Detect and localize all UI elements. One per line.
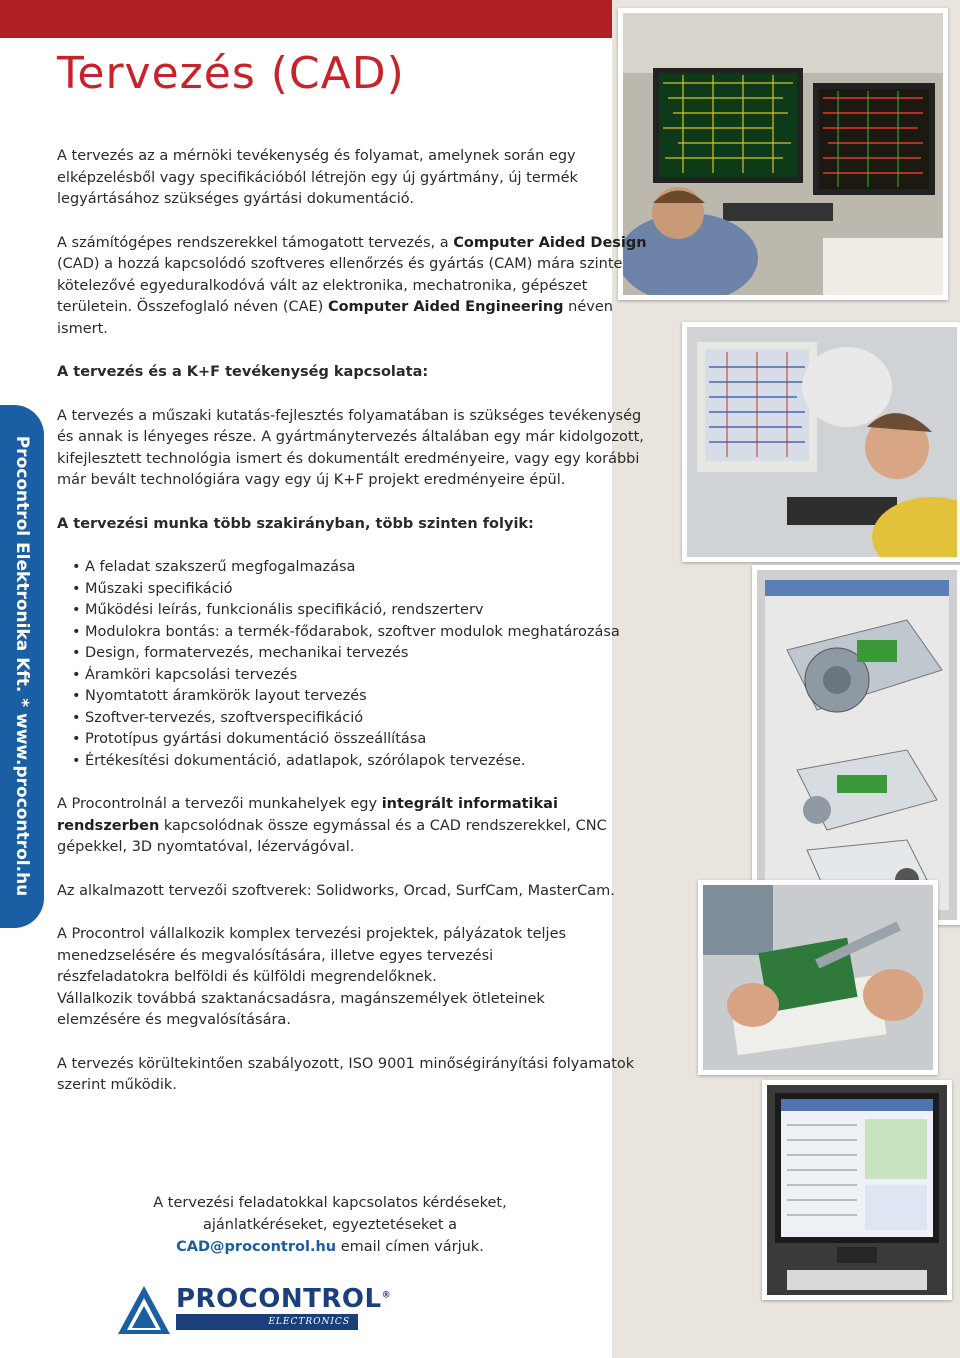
triangle-logo-icon <box>116 1284 172 1336</box>
photo-pcb-workstation <box>618 8 948 300</box>
software-paragraph: Az alkalmazott tervezői szoftverek: Solidworks, Orcad, SurfCam, MasterCam. <box>57 882 615 899</box>
kf-paragraph: A tervezés a műszaki kutatás-fejlesztés folyamatában is szükséges tevékenység és annak is lényeges része. A gyártmánytervezés általában egy már kidolgozott, kifejlesztett technológia ismert és dokumentált eredményeire, vagy egy korábbi már bevált technológiára vagy egy új K+F projekt eredményeire épül. <box>57 407 644 488</box>
side-company-text: Procontrol Elektronika Kft. * www.procontrol.hu <box>12 435 32 897</box>
list-item: • Értékesítési dokumentáció, adatlapok, szórólapok tervezése. <box>72 751 647 773</box>
logo-name-text: PROCONTROL <box>176 1284 382 1314</box>
projects-paragraph <box>57 924 577 1032</box>
intro-paragraph: A tervezés az a mérnöki tevékenység és folyamat, amelynek során egy elképzelésből vagy specifikációból létrejön egy új gyártmány, új termék legyártásához szükséges gyártási dokumentáció. <box>57 148 578 207</box>
heading-kf: A tervezés és a K+F tevékenység kapcsolata: <box>57 364 429 380</box>
list-item: • Modulokra bontás: a termék-fődarabok, szoftver modulok meghatározása <box>72 622 647 644</box>
cad-paragraph <box>57 233 647 341</box>
list-item: • Működési leírás, funkcionális specifikáció, rendszerterv <box>72 600 647 622</box>
page-title: Tervezés (CAD) <box>57 48 405 99</box>
list-item: • Design, formatervezés, mechanikai tervezés <box>72 643 647 665</box>
photo-column <box>612 0 960 1358</box>
contact-line-1: A tervezési feladatokkal kapcsolatos kérdéseket, <box>153 1195 507 1211</box>
list-item: • A feladat szakszerű megfogalmazása <box>72 557 647 579</box>
contact-block <box>110 1192 550 1258</box>
top-red-bar <box>0 0 612 38</box>
cad-text-3: néven ismert. <box>57 299 613 337</box>
projects-text-2: Vállalkozik továbbá szaktanácsadásra, magánszemélyek ötleteinek elemzésére és megvalósítására. <box>57 990 545 1028</box>
registered-mark: ® <box>381 1290 392 1301</box>
logo-subtitle: ELECTRONICS <box>176 1314 358 1330</box>
main-content <box>57 146 647 1119</box>
contact-line-2: ajánlatkéréseket, egyeztetéseket a <box>202 1217 458 1233</box>
photo-engineer-monitor <box>682 322 960 562</box>
photo-3d-cad-model <box>752 565 960 925</box>
integrated-text-1: A Procontrolnál a tervezői munkahelyek egy <box>57 796 382 812</box>
contact-line-3 <box>110 1236 550 1258</box>
photo-pcb-measurement <box>698 880 938 1075</box>
design-task-list <box>57 557 647 772</box>
cad-text-1: A számítógépes rendszerekkel támogatott tervezés, a <box>57 234 454 251</box>
contact-email-link[interactable]: CAD@procontrol.hu <box>176 1239 337 1255</box>
list-item: • Prototípus gyártási dokumentáció összeállítása <box>72 729 647 751</box>
list-item: • Műszaki specifikáció <box>72 579 647 601</box>
list-item: • Áramköri kapcsolási tervezés <box>72 665 647 687</box>
projects-text-1: A Procontrol vállalkozik komplex tervezési projektek, pályázatok teljes menedzselésére és megvalósítására, illetve egyes tervezési részfeladatokra belföldi és külföldi megrendelőknek. <box>57 926 567 985</box>
integrated-text-2: kapcsolódnak össze egymással és a CAD rendszerekkel, CNC gépekkel, 3D nyomtatóval, lézervágóval. <box>57 817 607 855</box>
cad-bold-1: Computer Aided Design <box>453 234 647 251</box>
integrated-paragraph <box>57 794 647 859</box>
photo-office-computer <box>762 1080 952 1300</box>
list-item: • Szoftver-tervezés, szoftverspecifikáció <box>72 708 647 730</box>
iso-paragraph: A tervezés körültekintően szabályozott, ISO 9001 minőségirányítási folyamatok szerint működik. <box>57 1055 635 1093</box>
procontrol-logo <box>116 1280 392 1340</box>
heading-directions: A tervezési munka több szakirányban, több szinten folyik: <box>57 515 534 532</box>
logo-name <box>176 1284 391 1314</box>
cad-text-2: (CAD) a hozzá kapcsolódó szoftveres ellenőrzés és gyártás (CAM) mára szinte kötelezővé egyeduralkodóvá vált az elektronika, mechatronika, gépészet területein. Összefoglaló néven (CAE) <box>57 256 623 315</box>
contact-line-3-rest: email címen várjuk. <box>336 1239 484 1255</box>
cad-bold-2: Computer Aided Engineering <box>327 299 564 315</box>
integrated-bold: integrált informatikai rendszerben <box>57 796 558 834</box>
list-item: • Nyomtatott áramkörök layout tervezés <box>72 686 647 708</box>
